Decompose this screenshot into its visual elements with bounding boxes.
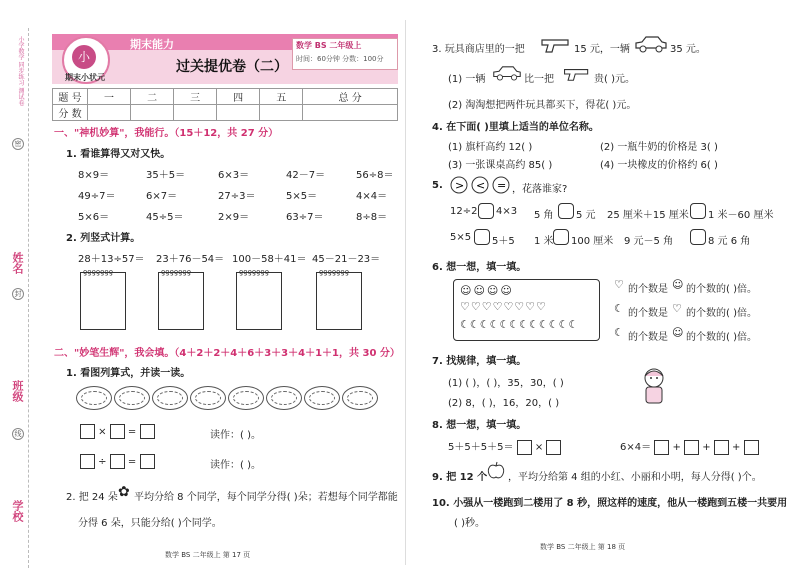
compare-symbols bbox=[450, 176, 510, 197]
plate-icon bbox=[114, 386, 150, 410]
answer-pad[interactable]: ƍƍƍƍƍƍƍ bbox=[236, 272, 282, 330]
flower-blank[interactable] bbox=[474, 229, 490, 245]
ratio-text: 的个数是 bbox=[628, 332, 668, 343]
heart-icon: ♡ bbox=[614, 278, 624, 291]
score-header-cell: 二 bbox=[131, 89, 174, 105]
score-cell[interactable] bbox=[260, 105, 303, 121]
score-cell[interactable] bbox=[303, 105, 398, 121]
calc-item: 35＋5＝ bbox=[146, 170, 186, 181]
q3-1-a: (1) 一辆 bbox=[448, 74, 486, 85]
page-divider bbox=[405, 20, 406, 565]
name-label: 姓名 bbox=[11, 252, 24, 274]
blank-box[interactable] bbox=[684, 440, 699, 455]
q8-equation-a: 5＋5＋5＋5＝ × bbox=[448, 438, 561, 455]
section-2-heading: 二、"妙笔生辉"，我会填。（4＋2＋2＋4＋6＋3＋3＋4＋1＋1，共 30 分） bbox=[54, 348, 400, 359]
pattern-2: (2) 8，( )，16，20，( ) bbox=[448, 398, 560, 409]
plate-icon bbox=[266, 386, 302, 410]
toy-car-icon bbox=[634, 34, 668, 57]
svg-text:>: > bbox=[455, 179, 465, 192]
section-1-heading: 一、"神机妙算"，我能行。（15＋12，共 27 分） bbox=[54, 128, 279, 139]
answer-pad[interactable]: ƍƍƍƍƍƍƍ bbox=[316, 272, 362, 330]
footer-right: 数学 BS 二年级上 第 18 页 bbox=[540, 543, 626, 551]
calc-item: 6×3＝ bbox=[218, 170, 250, 181]
q2-title: 2. 列竖式计算。 bbox=[66, 233, 141, 244]
ratio-text: 的个数的( )倍。 bbox=[686, 332, 757, 343]
blank-box[interactable] bbox=[110, 424, 125, 439]
flower-icon: ✿ bbox=[118, 484, 130, 500]
score-header-cell: 四 bbox=[217, 89, 260, 105]
q3-title: 1. 看图列算式，并读一读。 bbox=[66, 368, 191, 379]
girl-illustration bbox=[636, 366, 672, 411]
compare-left: 5×5 bbox=[450, 232, 472, 243]
calc-item: 2×9＝ bbox=[218, 212, 250, 223]
q3-2: (2) 淘淘想把两件玩具都买下，得花( )元。 bbox=[448, 100, 637, 111]
ratio-text: 的个数的( )倍。 bbox=[686, 284, 757, 295]
q3-1-c: 贵( )元。 bbox=[594, 74, 635, 85]
score-table bbox=[52, 88, 398, 121]
apple-icon bbox=[486, 460, 506, 483]
flower-blank[interactable] bbox=[690, 203, 706, 219]
score-header-cell: 五 bbox=[260, 89, 303, 105]
calc-item: 4×4＝ bbox=[356, 191, 388, 202]
vertical-calc-expr: 100－58＋41＝ bbox=[232, 254, 307, 265]
vertical-calc-expr: 23＋76－54＝ bbox=[156, 254, 225, 265]
q7-title: 7. 找规律，填一填。 bbox=[432, 356, 527, 367]
compare-right: 8 元 6 角 bbox=[708, 236, 751, 247]
q4-text-b: 平均分给 8 个同学，每个同学分得( )朵；若想每个同学都能 bbox=[134, 492, 398, 503]
plate-icon bbox=[304, 386, 340, 410]
seal-mark-2: 封 bbox=[12, 288, 24, 300]
score-cell[interactable] bbox=[174, 105, 217, 121]
q3-text-a: 3. 玩具商店里的一把 bbox=[432, 44, 525, 55]
vertical-calc-expr: 45－21－23＝ bbox=[312, 254, 381, 265]
info-subject: 数学 BS 二年级上 bbox=[296, 41, 362, 50]
q9-b: ，平均分给第 4 组的小红、小丽和小明，每人分得( )个。 bbox=[508, 472, 762, 483]
calc-item: 63÷7＝ bbox=[286, 212, 324, 223]
answer-pad[interactable]: ƍƍƍƍƍƍƍ bbox=[80, 272, 126, 330]
vertical-calc-expr: 28＋13÷57＝ bbox=[78, 254, 145, 265]
unit-item: (2) 一瓶牛奶的价格是 3( ) bbox=[600, 142, 718, 153]
q5-tail: ，花落谁家? bbox=[512, 184, 568, 195]
read-as-2: 读作：( )。 bbox=[210, 460, 261, 471]
plate-icon bbox=[190, 386, 226, 410]
plate-icon bbox=[76, 386, 112, 410]
header-category: 期末能力 bbox=[130, 38, 174, 51]
equation-divide: ÷ = bbox=[80, 454, 155, 469]
unit-item: (1) 旗杆高约 12( ) bbox=[448, 142, 533, 153]
seal-mark-3: 线 bbox=[12, 428, 24, 440]
q8-equation-b: 6×4＝ + + + bbox=[620, 438, 759, 455]
ratio-text: 的个数是 bbox=[628, 308, 668, 319]
equation-multiply: × = bbox=[80, 424, 155, 439]
blank-box[interactable] bbox=[714, 440, 729, 455]
smiley-icon: ☺ bbox=[672, 278, 684, 291]
plate-icon bbox=[342, 386, 378, 410]
brand-name: 期末小状元 bbox=[65, 73, 105, 82]
calc-item: 49÷7＝ bbox=[78, 191, 116, 202]
compare-left: 1 米 bbox=[534, 236, 554, 247]
blank-box[interactable] bbox=[744, 440, 759, 455]
score-header-cell: 一 bbox=[88, 89, 131, 105]
compare-right: 1 米－60 厘米 bbox=[708, 210, 774, 221]
compare-right: 4×3 bbox=[496, 206, 518, 217]
blank-box[interactable] bbox=[140, 424, 155, 439]
ratio-text: 的个数是 bbox=[628, 284, 668, 295]
moon-icon: ☾ bbox=[614, 326, 624, 339]
flower-blank[interactable] bbox=[478, 203, 494, 219]
score-cell[interactable] bbox=[131, 105, 174, 121]
calc-item: 27÷3＝ bbox=[218, 191, 256, 202]
q8-b-label: 6×4＝ bbox=[620, 442, 652, 453]
class-label: 班级 bbox=[11, 380, 24, 402]
calc-item: 5×5＝ bbox=[286, 191, 318, 202]
q8-a-label: 5＋5＋5＋5＝ bbox=[448, 442, 514, 453]
plate-icon bbox=[228, 386, 264, 410]
compare-left: 5 角 bbox=[534, 210, 554, 221]
moon-icon: ☾ bbox=[614, 302, 624, 315]
q10-b: ( )秒。 bbox=[454, 518, 485, 529]
blank-box[interactable] bbox=[546, 440, 561, 455]
toy-gun-icon bbox=[562, 66, 592, 85]
q4-text-c: 分得 6 朵，只能分给( )个同学。 bbox=[78, 518, 222, 529]
q3-1-b: 比一把 bbox=[524, 74, 554, 85]
score-cell[interactable] bbox=[217, 105, 260, 121]
svg-text:=: = bbox=[497, 179, 507, 192]
q4-title: 4. 在下面( )里填上适当的单位名称。 bbox=[432, 122, 599, 133]
pattern-1: (1) ( )，( )，35，30，( ) bbox=[448, 378, 564, 389]
unit-item: (3) 一张课桌高约 85( ) bbox=[448, 160, 553, 171]
q10-a: 10. 小强从一楼跑到二楼用了 8 秒，照这样的速度，他从一楼跑到五楼一共要用 bbox=[432, 498, 788, 509]
q3-text-c: 35 元。 bbox=[670, 44, 706, 55]
blank-box[interactable] bbox=[654, 440, 669, 455]
shape-count-box bbox=[453, 279, 600, 341]
q4-text-a: 2. 把 24 朵 bbox=[66, 492, 118, 503]
compare-left: 9 元－5 角 bbox=[624, 236, 674, 247]
calc-item: 56÷8＝ bbox=[356, 170, 394, 181]
read-as-1: 读作：( )。 bbox=[210, 430, 261, 441]
q8-title: 8. 想一想，填一填。 bbox=[432, 420, 527, 431]
flower-blank[interactable] bbox=[690, 229, 706, 245]
q3-text-b: 15 元，一辆 bbox=[574, 44, 630, 55]
logo-mark: 小 bbox=[72, 45, 96, 69]
q1-title: 1. 看谁算得又对又快。 bbox=[66, 149, 171, 160]
calc-item: 5×6＝ bbox=[78, 212, 110, 223]
compare-right: 5 元 bbox=[576, 210, 596, 221]
heart-icon: ♡ bbox=[672, 302, 682, 315]
flower-blank[interactable] bbox=[553, 229, 569, 245]
q9-a: 9. 把 12 个 bbox=[432, 472, 488, 483]
ratio-text: 的个数的( )倍。 bbox=[686, 308, 757, 319]
score-header-cell: 题 号 bbox=[53, 89, 88, 105]
plate-icon bbox=[152, 386, 188, 410]
blank-box[interactable] bbox=[80, 454, 95, 469]
blank-box[interactable] bbox=[80, 424, 95, 439]
blank-box[interactable] bbox=[110, 454, 125, 469]
calc-item: 42－7＝ bbox=[286, 170, 326, 181]
brand-note: 小学数学 同步练习 测试卷 bbox=[17, 36, 24, 106]
score-header-cell: 总 分 bbox=[303, 89, 398, 105]
svg-text:<: < bbox=[476, 179, 486, 192]
compare-right: 5＋5 bbox=[492, 236, 515, 247]
school-label: 学校 bbox=[11, 500, 24, 522]
compare-left: 12÷2 bbox=[450, 206, 478, 217]
toy-gun-icon bbox=[540, 36, 572, 57]
footer-left: 数学 BS 二年级上 第 17 页 bbox=[165, 551, 251, 559]
heart-row: ♡♡♡♡♡♡♡♡ bbox=[460, 300, 547, 313]
smiley-row: ☺☺☺☺ bbox=[460, 284, 514, 297]
calc-item: 8×9＝ bbox=[78, 170, 110, 181]
seal-mark-1: 密 bbox=[12, 138, 24, 150]
flower-blank[interactable] bbox=[558, 203, 574, 219]
info-time: 时间：60分钟 分数：100分 bbox=[296, 55, 384, 63]
answer-pad[interactable]: ƍƍƍƍƍƍƍ bbox=[158, 272, 204, 330]
score-cell[interactable] bbox=[88, 105, 131, 121]
score-header-cell: 三 bbox=[174, 89, 217, 105]
q5-title: 5. bbox=[432, 180, 443, 191]
smiley-icon: ☺ bbox=[672, 326, 684, 339]
moon-row: ☾☾☾☾☾☾☾☾☾☾☾☾ bbox=[460, 318, 579, 331]
compare-right: 100 厘米 bbox=[571, 236, 614, 247]
page-title: 过关提优卷（二） bbox=[176, 59, 288, 75]
blank-box[interactable] bbox=[140, 454, 155, 469]
calc-item: 6×7＝ bbox=[146, 191, 178, 202]
calc-item: 8÷8＝ bbox=[356, 212, 388, 223]
q6-title: 6. 想一想，填一填。 bbox=[432, 262, 527, 273]
unit-item: (4) 一块橡皮的价格约 6( ) bbox=[600, 160, 718, 171]
blank-box[interactable] bbox=[517, 440, 532, 455]
score-row-label: 分 数 bbox=[53, 105, 88, 121]
calc-item: 45÷5＝ bbox=[146, 212, 184, 223]
compare-left: 25 厘米＋15 厘米 bbox=[607, 210, 689, 221]
toy-car-icon bbox=[492, 64, 522, 85]
